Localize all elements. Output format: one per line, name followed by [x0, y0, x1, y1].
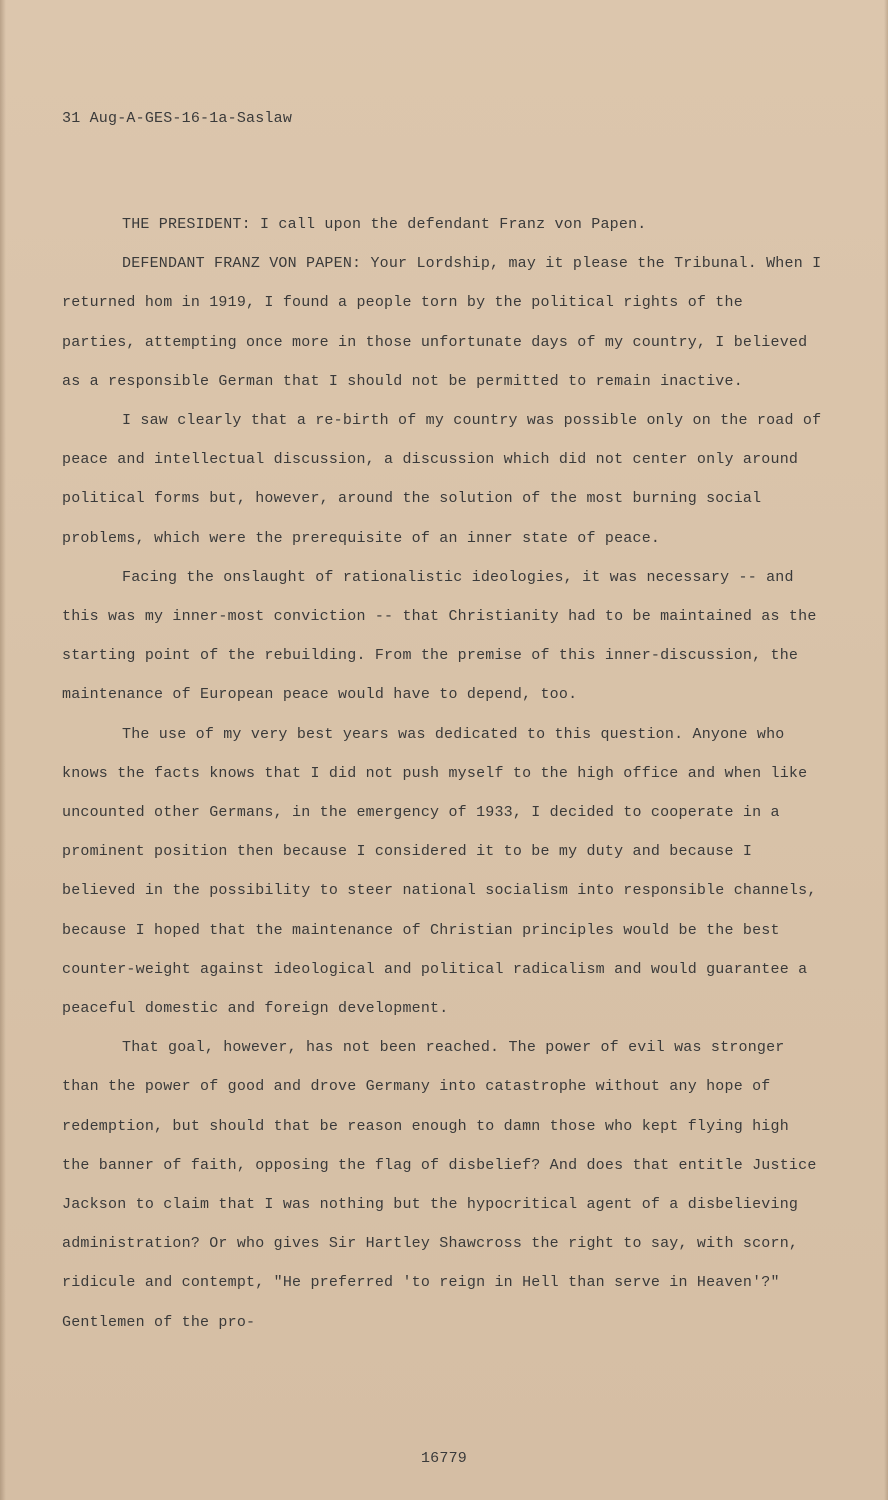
- paragraph-papen-opening: DEFENDANT FRANZ VON PAPEN: Your Lordship, may it please the Tribunal. When I returned hom in 1919, I found a people torn by the political rights of the parties, attempting once more in those unfortunate days of my country, I believed as a responsible German that I should not be permitted to remain inactive.: [62, 255, 822, 390]
- transcript-body: [62, 205, 822, 1342]
- paragraph-ideologies: Facing the onslaught of rationalistic ideologies, it was necessary -- and this was my inner-most conviction -- that Christianity had to be maintained as the starting point of the rebuilding. From the premise of this inner-discussion, the maintenance of European peace would have to depend, too.: [62, 568, 817, 704]
- page-number: 16779: [420, 1450, 467, 1467]
- document-header-code: 31 Aug-A-GES-16-1a-Saslaw: [62, 110, 293, 127]
- page-right-edge: [884, 0, 888, 1500]
- paragraph-best-years: The use of my very best years was dedicated to this question. Anyone who knows the facts knows that I did not push myself to the high office and when like uncounted other Germans, in the emergency of 1933, I decided to cooperate in a prominent position then because I considered it to be my duty and because I believed in the possibility to steer national socialism into responsible channels, because I hoped that the maintenance of Christian principles would be the best counter-weight against ideological and political radicalism and would guarantee a peaceful domestic and foreign development.: [62, 725, 817, 1018]
- page-left-edge: [0, 0, 6, 1500]
- paragraph-president: THE PRESIDENT: I call upon the defendant Franz von Papen.: [122, 216, 647, 233]
- paragraph-goal: That goal, however, has not been reached. The power of evil was stronger than the power of good and drove Germany into catastrophe without any hope of redemption, but should that be reason enough to damn those who kept flying high the banner of faith, opposing the flag of disbelief? And does that entitle Justice Jackson to claim that I was nothing but the hypocritical agent of a disbelieving administration? Or who gives Sir Hartley Shawcross the right to say, with scorn, ridicule and contempt, "He preferred 'to reign in Hell than serve in Heaven'?" Gentlemen of the pro-: [62, 1039, 817, 1331]
- paragraph-rebirth: I saw clearly that a re-birth of my country was possible only on the road of peace and intellectual discussion, a discussion which did not center only around political forms but, however, around the solution of the most burning social problems, which were the prerequisite of an inner state of peace.: [62, 412, 822, 547]
